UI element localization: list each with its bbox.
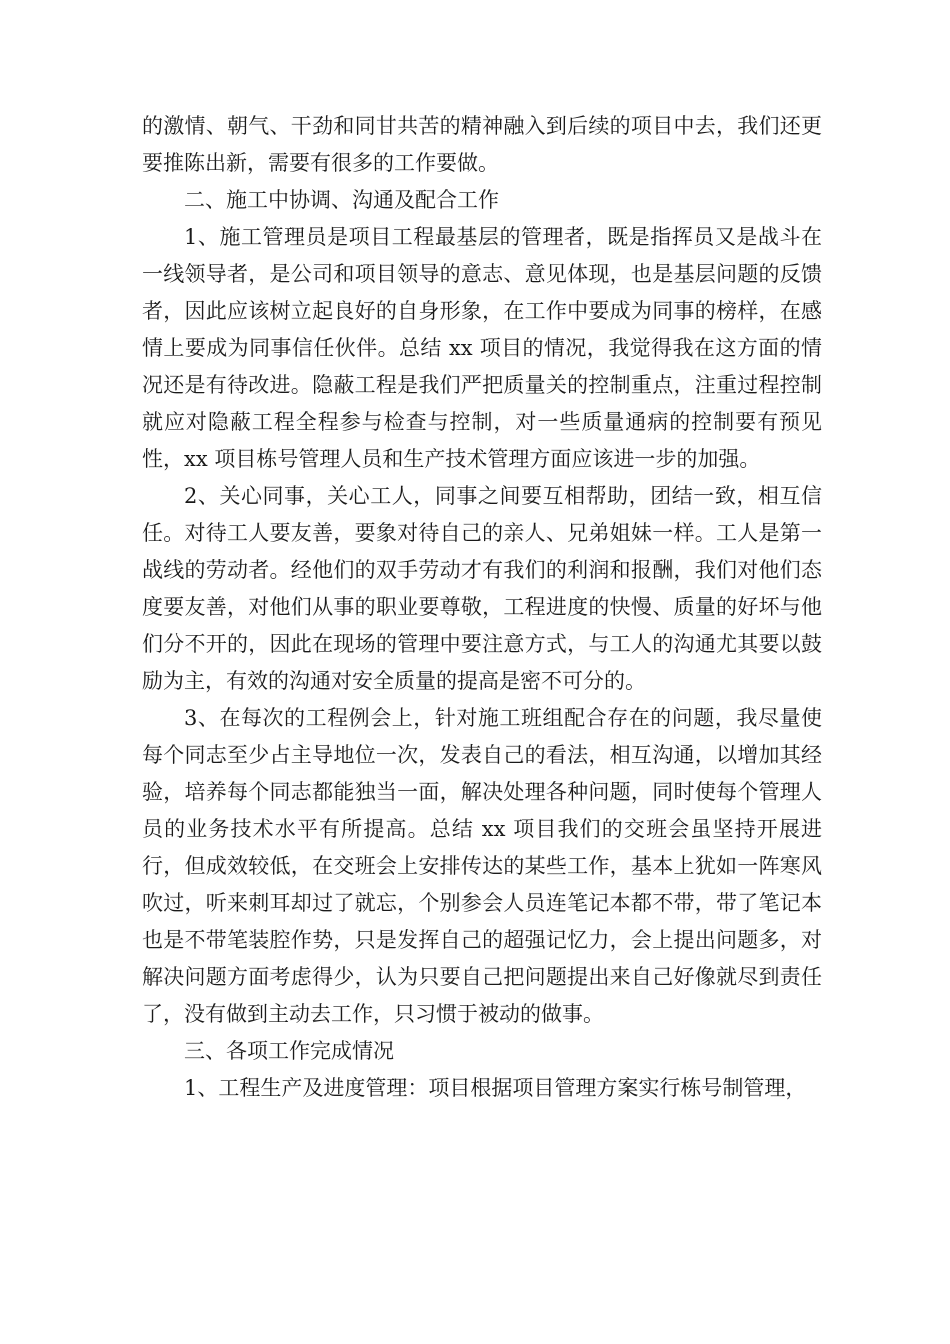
paragraph-progress-management: 1、工程生产及进度管理：项目根据项目管理方案实行栋号制管理， bbox=[184, 1076, 807, 1100]
paragraph-item-3: 3、在每次的工程例会上，针对施工班组配合存在的问题，我尽量使每个同志至少占主导地位一次，发表自己的看法，相互沟通，以增加其经验，培养每个同志都能独当一面，解决处理各种问题，同时使每个管理人员的业务技术水平有所提高。总结 xx 项目我们的交班会虽坚持开展进行，但成效较低，在交班会上安排传达的某些工作，基本上犹如一阵寒风吹过，听来刺耳却过了就忘，个别参会人员连笔记本都不带，带了笔记本也是不带笔装腔作势，只是发挥自己的超强记忆力，会上提出问题多，对解决问题方面考虑得少，认为只要自己把问题提出来自己好像就尽到责任了，没有做到主动去工作，只习惯于被动的做事。 bbox=[142, 706, 822, 1026]
paragraph-item-1: 1、施工管理员是项目工程最基层的管理者，既是指挥员又是战斗在一线领导者，是公司和项目领导的意志、意见体现，也是基层问题的反馈者，因此应该树立起良好的自身形象，在工作中要成为同事的榜样，在感情上要成为同事信任伙伴。总结 xx 项目的情况，我觉得我在这方面的情况还是有待改进。隐蔽工程是我们严把质量关的控制重点，注重过程控制就应对隐蔽工程全程参与检查与控制，对一些质量通病的控制要有预见性，xx 项目栋号管理人员和生产技术管理方面应该进一步的加强。 bbox=[142, 225, 822, 471]
paragraph-item-2: 2、关心同事，关心工人，同事之间要互相帮助，团结一致，相互信任。对待工人要友善，要象对待自己的亲人、兄弟姐妹一样。工人是第一战线的劳动者。经他们的双手劳动才有我们的利润和报酬，我们对他们态度要友善，对他们从事的职业要尊敬，工程进度的快慢、质量的好坏与他们分不开的，因此在现场的管理中要注意方式，与工人的沟通尤其要以鼓励为主，有效的沟通对安全质量的提高是密不可分的。 bbox=[142, 484, 822, 693]
document-body bbox=[142, 108, 822, 1107]
section-heading-completion: 三、各项工作完成情况 bbox=[184, 1039, 394, 1063]
paragraph-continuation: 的激情、朝气、干劲和同甘共苦的精神融入到后续的项目中去，我们还更要推陈出新，需要有很多的工作要做。 bbox=[142, 114, 822, 175]
section-heading-coordination: 二、施工中协调、沟通及配合工作 bbox=[184, 188, 499, 212]
